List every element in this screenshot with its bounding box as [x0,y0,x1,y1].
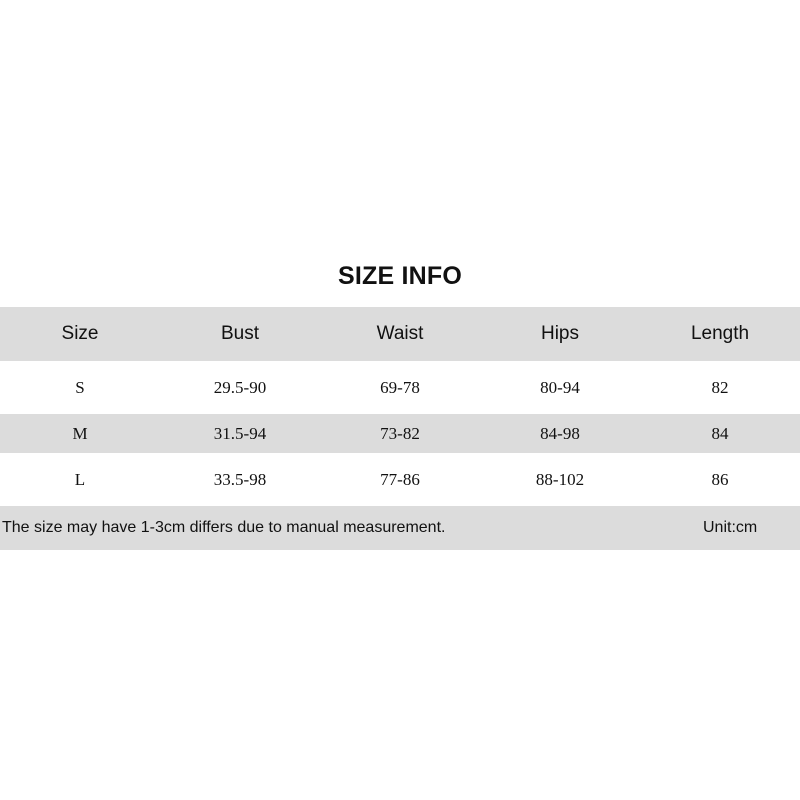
cell-size: S [75,377,85,397]
cell-hips: 84-98 [540,423,580,443]
unit-label: Unit:cm [703,519,758,536]
cell-bust: 31.5-94 [213,423,267,443]
column-header-hips: Hips [540,323,579,344]
table-row [0,368,800,407]
column-header-length: Length [690,323,750,344]
cell-size: M [72,423,88,443]
table-row [0,460,800,499]
cell-hips: 80-94 [540,377,580,397]
cell-waist: 69-78 [380,377,420,397]
column-header-waist: Waist [376,323,424,344]
column-header-bust: Bust [220,323,260,344]
cell-size: L [74,469,86,489]
cell-bust: 33.5-98 [213,469,267,489]
cell-hips: 88-102 [535,469,585,489]
page-title: SIZE INFO [337,262,463,290]
table-footer [0,506,800,550]
cell-waist: 73-82 [380,423,420,443]
cell-length: 82 [711,377,729,397]
cell-bust: 29.5-90 [213,377,267,397]
measurement-note: The size may have 1-3cm differs due to manual measurement. [2,519,446,536]
cell-waist: 77-86 [380,469,420,489]
cell-length: 86 [711,469,729,489]
table-header-row [0,307,800,361]
column-header-size: Size [61,323,99,344]
cell-length: 84 [711,423,729,443]
table-row [0,414,800,453]
size-table [0,307,800,550]
